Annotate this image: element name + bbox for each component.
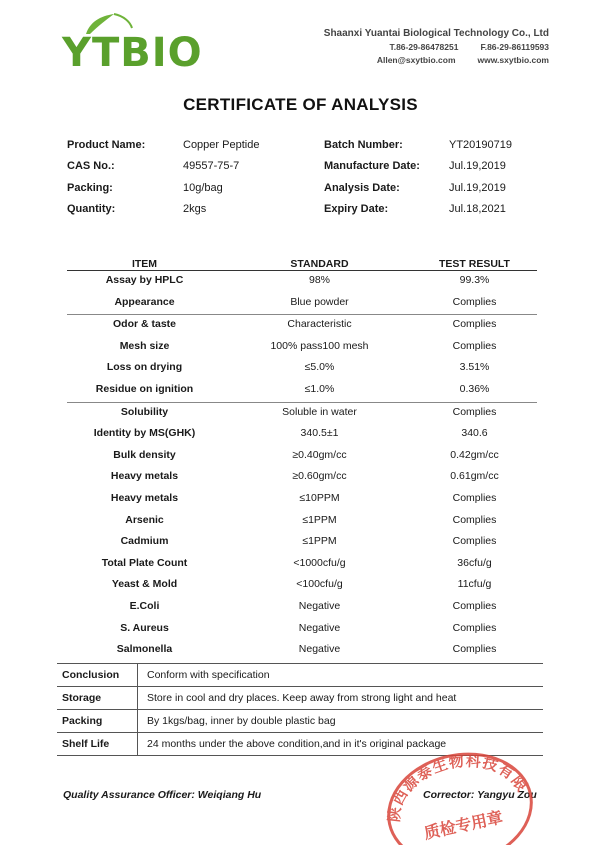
info-value: 49557-75-7 xyxy=(183,160,240,173)
info-label: Quantity: xyxy=(67,202,116,215)
summary-row xyxy=(57,687,543,710)
summary-value: Conform with specification xyxy=(147,669,270,681)
info-value: Jul.19,2019 xyxy=(449,160,506,173)
info-row xyxy=(67,137,537,158)
info-row xyxy=(67,180,537,201)
table-row: S. Aureus Negative Complies xyxy=(120,621,497,634)
table-row: Bulk density ≥0.40gm/cc 0.42gm/cc xyxy=(113,448,499,461)
company-website[interactable]: www.sxytbio.com xyxy=(477,55,549,65)
info-row xyxy=(67,201,537,222)
table-row: Arsenic ≤1PPM Complies xyxy=(125,513,497,526)
summary-label: Packing xyxy=(62,715,103,727)
info-label: Analysis Date: xyxy=(324,181,400,194)
table-row: Residue on ignition ≤1.0% 0.36% xyxy=(95,382,490,395)
table-row: Loss on drying ≤5.0% 3.51% xyxy=(106,361,490,374)
info-label: Expiry Date: xyxy=(324,202,389,215)
table-row: Appearance Blue powder Complies xyxy=(114,295,497,308)
info-label: Manufacture Date: xyxy=(324,160,420,173)
company-logo xyxy=(62,12,212,76)
document-title: CERTIFICATE OF ANALYSIS xyxy=(183,95,418,114)
table-row: Heavy metals ≤10PPM Complies xyxy=(110,491,497,504)
summary-value: By 1kgs/bag, inner by double plastic bag xyxy=(147,715,336,727)
info-row xyxy=(67,158,537,179)
table-row: Identity by MS(GHK) 340.5±1 340.6 xyxy=(93,427,488,440)
info-value: 10g/bag xyxy=(183,181,223,194)
info-label: Batch Number: xyxy=(324,139,403,151)
svg-text:质检专用章: 质检专用章 xyxy=(422,807,505,843)
table-header xyxy=(67,255,537,269)
corrector: Corrector: Yangyu Zou xyxy=(423,789,537,801)
company-name: Shaanxi Yuantai Biological Technology Co., Ltd xyxy=(323,28,549,39)
info-value: Jul.18,2021 xyxy=(449,202,506,215)
company-tel: T.86-29-86478251 xyxy=(389,42,459,52)
table-row: Mesh size 100% pass100 mesh Complies xyxy=(119,339,497,352)
summary-value: 24 months under the above condition,and in it's original package xyxy=(147,738,447,750)
company-fax: F.86-29-86119593 xyxy=(480,42,549,52)
info-label: Packing: xyxy=(67,181,113,194)
company-info xyxy=(324,28,549,65)
header-result: TEST RESULT xyxy=(439,258,510,270)
table-row: Cadmium ≤1PPM Complies xyxy=(120,535,497,548)
header-item: ITEM xyxy=(131,258,158,270)
summary-label: Storage xyxy=(62,692,102,704)
summary-value: Store in cool and dry places. Keep away from strong light and heat xyxy=(147,692,457,704)
info-label: Product Name: xyxy=(67,139,146,151)
table-row: Total Plate Count <1000cfu/g 36cfu/g xyxy=(101,556,492,569)
logo-text: YTBIO xyxy=(62,30,203,76)
info-value: 2kgs xyxy=(183,202,207,215)
info-value: YT20190719 xyxy=(449,139,512,151)
table-row: E.Coli Negative Complies xyxy=(129,599,497,612)
table-row: Assay by HPLC 98% 99.3% xyxy=(105,274,490,286)
results-table xyxy=(67,255,537,662)
header-standard: STANDARD xyxy=(290,258,349,270)
table-row: Odor & taste Characteristic Complies xyxy=(112,318,497,331)
info-label: CAS No.: xyxy=(67,160,115,173)
table-row: Solubility Soluble in water Complies xyxy=(120,405,497,418)
svg-text:陕西源泰生物科技有限公司: 陕西源泰生物科技有限公司 xyxy=(384,751,532,823)
info-value: Jul.19,2019 xyxy=(449,181,506,194)
company-email[interactable]: Allen@sxytbio.com xyxy=(376,55,456,65)
table-row: Salmonella Negative Complies xyxy=(116,643,497,656)
summary-row xyxy=(57,710,543,733)
table-row: Heavy metals ≥0.60gm/cc 0.61gm/cc xyxy=(110,470,499,483)
summary-label: Conclusion xyxy=(62,669,120,681)
info-value: Copper Peptide xyxy=(183,139,260,151)
product-info xyxy=(67,137,537,222)
qa-officer: Quality Assurance Officer: Weiqiang Hu xyxy=(63,789,262,801)
summary-row xyxy=(57,663,543,687)
table-row: Yeast & Mold <100cfu/g 11cfu/g xyxy=(111,578,492,591)
summary-label: Shelf Life xyxy=(62,738,110,750)
company-seal-stamp xyxy=(384,733,536,845)
